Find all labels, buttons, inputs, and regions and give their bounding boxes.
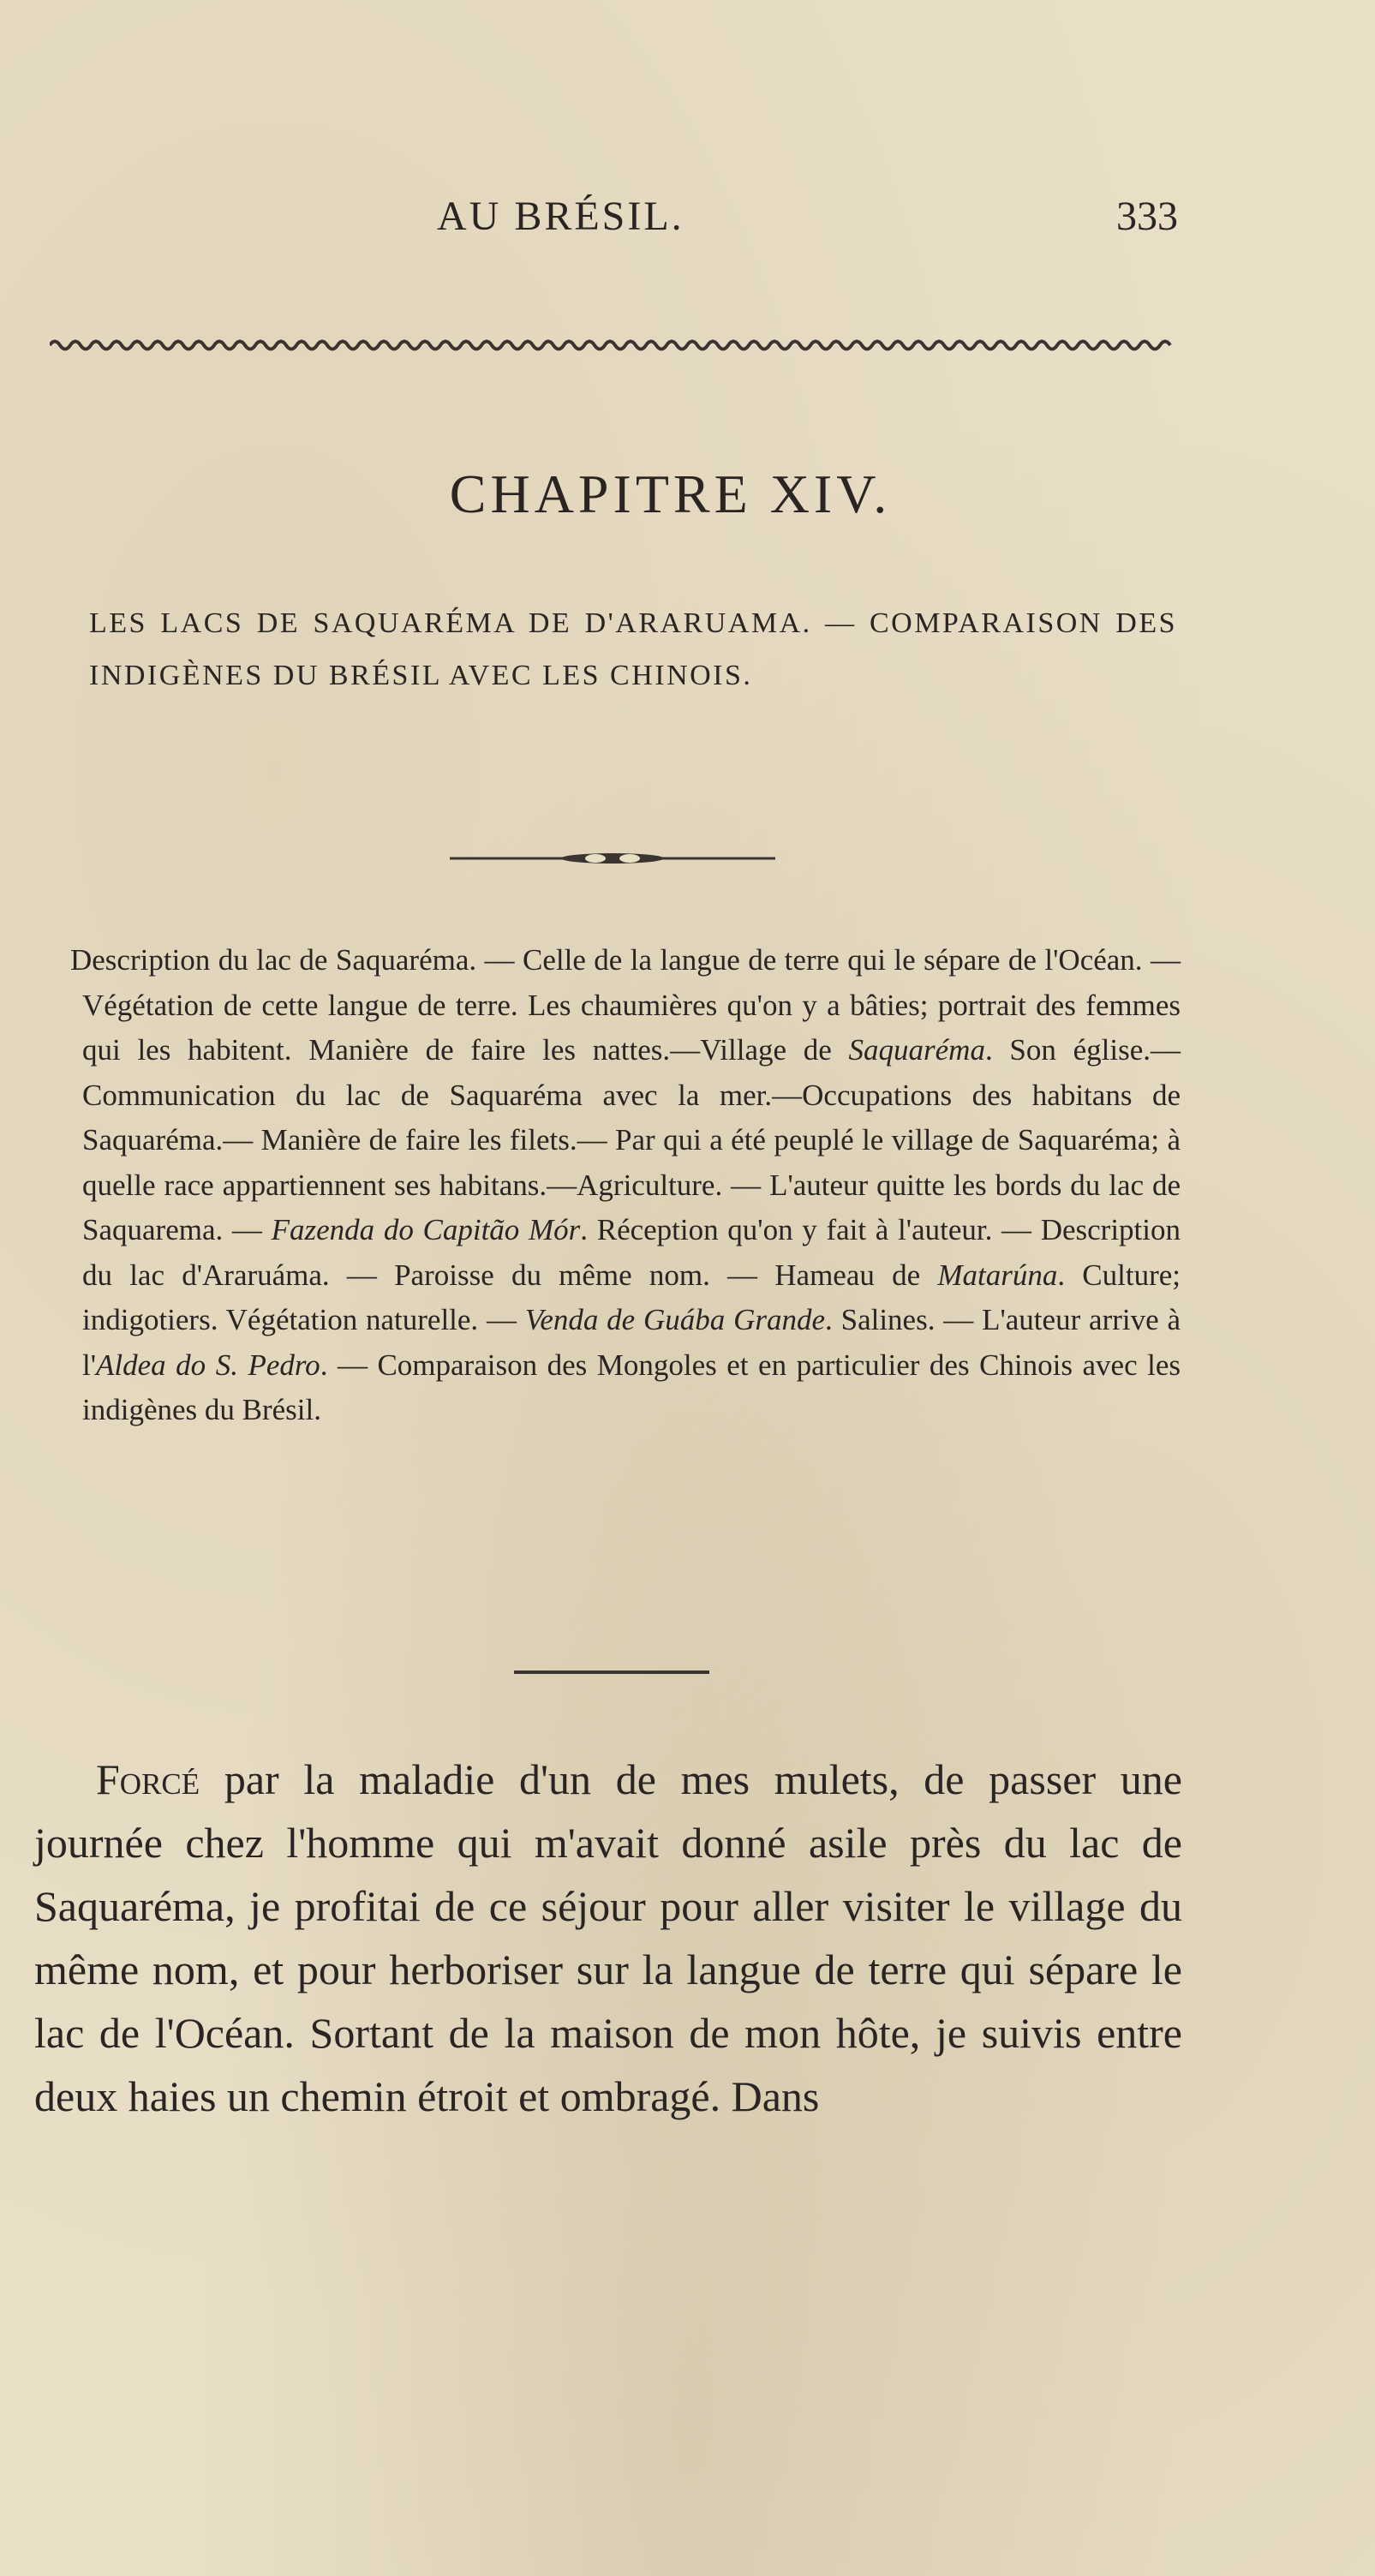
summary-text-6: . — Comparaison des Mongoles et en particulier des Chinois avec les indigènes du Brésil. — [82, 1348, 1181, 1426]
summary-text-5: . Salines. — L'auteur arrive à l' — [82, 1303, 1181, 1382]
running-title: AU BRÉSIL. — [437, 194, 685, 239]
paragraph-text: par la maladie d'un de mes mulets, de passer une journée chez l'homme qui m'avait donné asile près du lac de Saquaréma, je profitai de ce séjour pour aller visiter le village du même nom, et pour herboriser sur la langue de terre qui sépare le lac de l'Océan. Sortant de la maison de mon hôte, je suivis entre deux haies un chemin étroit et ombragé. Dans — [34, 1755, 1182, 2120]
summary-italic-4: Venda de Guába Grande — [524, 1303, 826, 1336]
summary-text-3: . Réception qu'on y fait à l'auteur. — Description du lac d'Araruáma. — Paroisse du même nom. — Hameau de — [82, 1213, 1181, 1292]
chapter-summary — [70, 938, 1181, 1433]
summary-italic-2: Fazenda do Capitão Mór — [271, 1213, 581, 1246]
summary-text-1: Description du lac de Saquaréma. — Celle de la langue de terre qui le sépare de l'Océan. — Végétation de cette langue de terre. Les chaumières qu'on y a bâties; portrait des femmes qui les habitent. Manière de faire les nattes.—Village de — [70, 943, 1181, 1067]
section-rule — [514, 1671, 709, 1674]
ornamental-rule — [50, 336, 1172, 355]
chapter-subtitle: LES LACS DE SAQUARÉMA DE D'ARARUAMA. — COMPARAISON DES INDIGÈNES DU BRÉSIL AVEC LES CHINOIS. — [89, 607, 1177, 691]
page-header — [0, 193, 1375, 253]
body-paragraph — [34, 1748, 1182, 2128]
summary-italic-5: Aldea do S. Pedro — [96, 1348, 320, 1382]
page-number: 333 — [1116, 194, 1178, 239]
summary-text-4: . Culture; indigotiers. Végétation naturelle. — — [82, 1258, 1181, 1336]
paragraph-lead: Forcé — [96, 1755, 200, 1803]
summary-text-2: . Son église.—Communication du lac de Saquaréma avec la mer.—Occupations des habitans de Saquaréma.— Manière de faire les filets.— Par qui a été peuplé le village de Saquaréma; à quelle race appartiennent ses habitans.—Agriculture. — L'auteur quitte les bords du lac de Saquarema. — — [82, 1033, 1181, 1246]
divider-ornament — [450, 848, 775, 869]
summary-italic-1: Saquaréma — [848, 1033, 985, 1067]
summary-italic-3: Matarúna — [937, 1258, 1058, 1292]
chapter-title: CHAPITRE XIV. — [449, 463, 892, 524]
